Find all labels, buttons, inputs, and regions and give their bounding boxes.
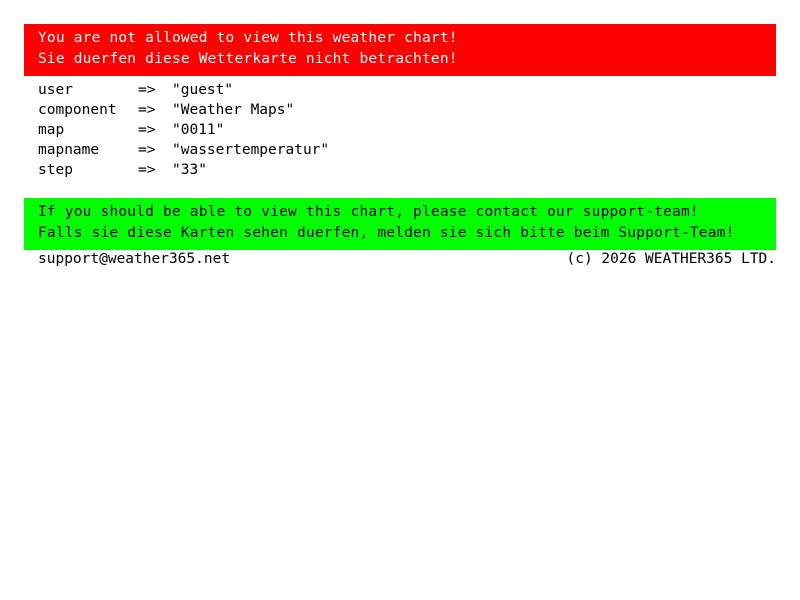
param-row: [38, 80, 329, 100]
param-arrow: =>: [138, 82, 156, 98]
param-arrow: =>: [138, 122, 156, 138]
param-key: map: [38, 122, 65, 138]
page-footer: [38, 250, 776, 268]
param-value: "0011": [172, 122, 225, 138]
error-banner: [24, 24, 776, 76]
param-arrow: =>: [138, 162, 156, 178]
param-row: [38, 160, 329, 180]
param-row: [38, 120, 329, 140]
param-row: [38, 100, 329, 120]
copyright-notice: (c) 2026 WEATHER365 LTD.: [566, 251, 776, 267]
error-message-en: You are not allowed to view this weather chart!: [38, 30, 458, 46]
param-key: step: [38, 162, 73, 178]
param-value: "33": [172, 162, 207, 178]
param-value: "guest": [172, 82, 234, 98]
param-value: "Weather Maps": [172, 102, 295, 118]
param-key: mapname: [38, 142, 100, 158]
support-message-en: If you should be able to view this chart, please contact our support-team!: [38, 204, 699, 220]
param-arrow: =>: [138, 102, 156, 118]
support-message-de: Falls sie diese Karten sehen duerfen, melden sie sich bitte beim Support-Team!: [38, 225, 735, 241]
support-email-link[interactable]: support@weather365.net: [38, 251, 231, 267]
request-parameters: [38, 80, 329, 180]
support-banner: [24, 198, 776, 250]
param-key: user: [38, 82, 73, 98]
param-row: [38, 140, 329, 160]
param-value: "wassertemperatur": [172, 142, 330, 158]
param-key: component: [38, 102, 117, 118]
param-arrow: =>: [138, 142, 156, 158]
error-message-de: Sie duerfen diese Wetterkarte nicht betrachten!: [38, 51, 458, 67]
